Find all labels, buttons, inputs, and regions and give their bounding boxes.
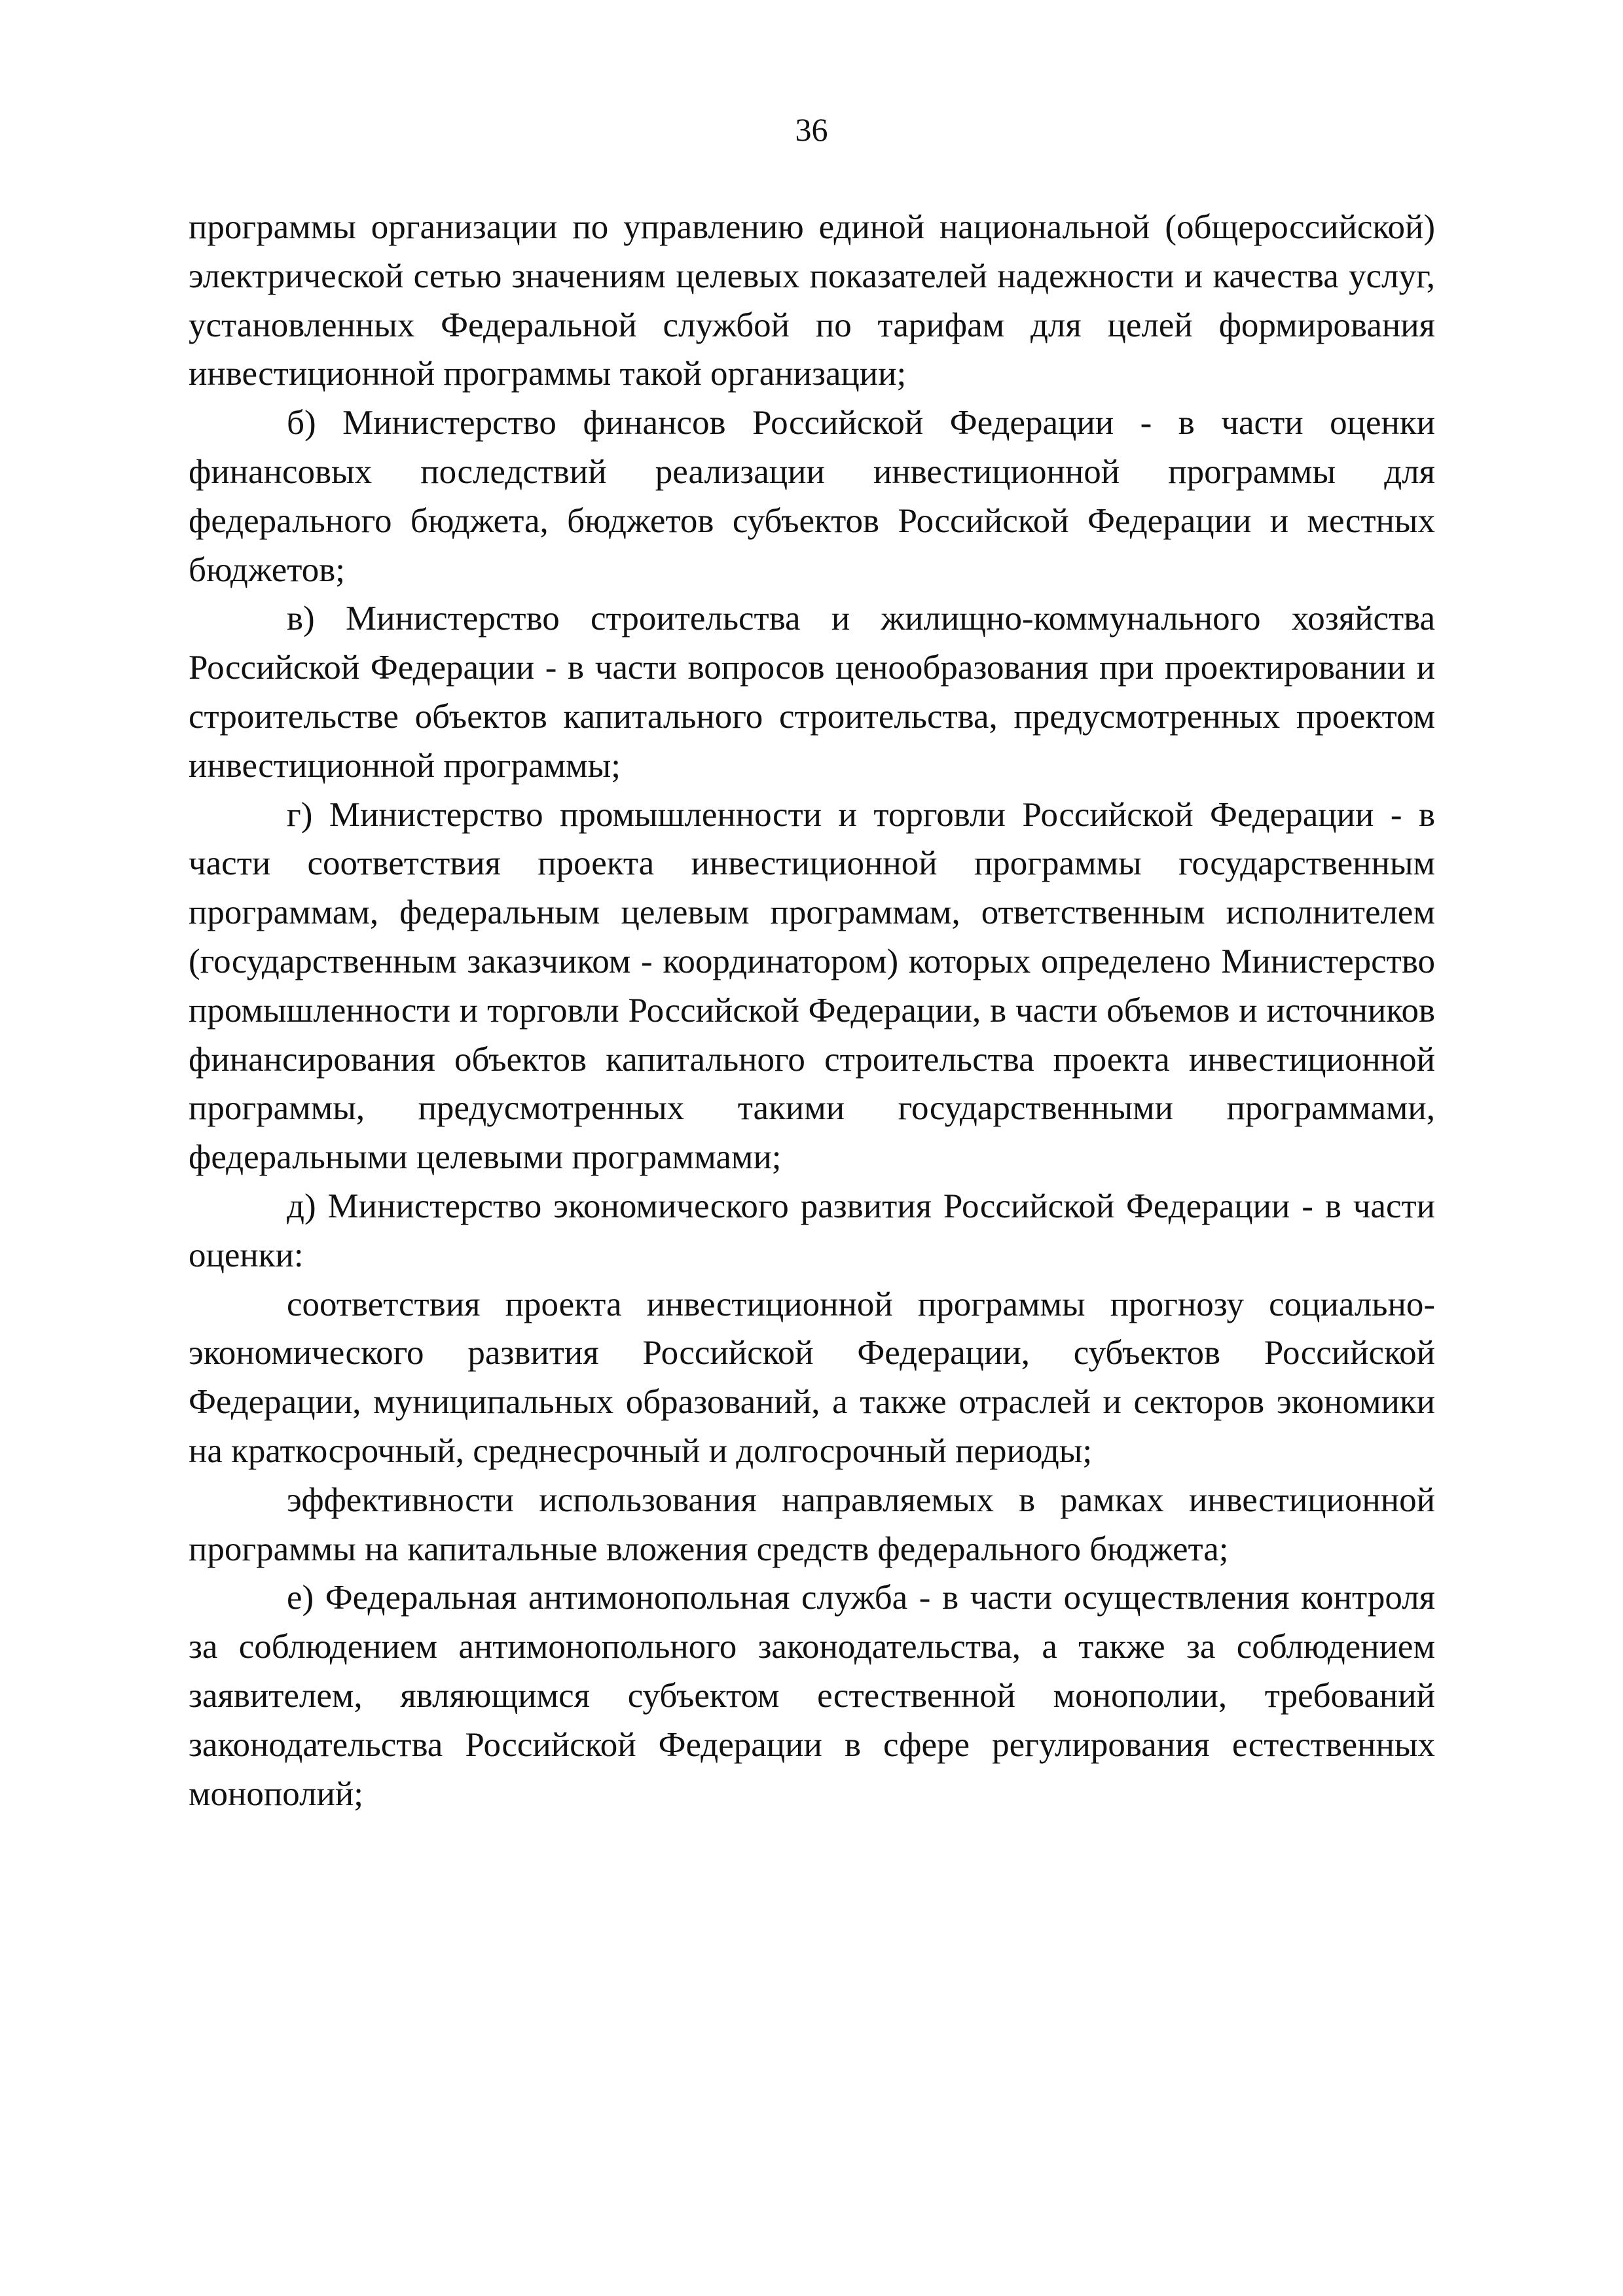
paragraph-item-d-sub-1: соответствия проекта инвестиционной программы прогнозу социально-экономического развития Российской Федерации, субъектов Российской Федерации, муниципальных образований, а также отраслей и секторов экономики на краткосрочный, среднесрочный и долгосрочный периоды; [189,1285,1435,1470]
paragraph-item-d-sub-2: эффективности использования направляемых в рамках инвестиционной программы на капитальные вложения средств федерального бюджета; [189,1480,1435,1568]
paragraph-item-e: е) Федеральная антимонопольная служба - в части осуществления контроля за соблюдением антимонопольного законодательства, а также за соблюдением заявителем, являющимся субъектом естественной монополии, требований законодательства Российской Федерации в сфере регулирования естественных монополий; [189,1579,1435,1813]
paragraph-continuation: программы организации по управлению единой национальной (общероссийской) электрической сетью значениям целевых показателей надежности и качества услуг, установленных Федеральной службой по тарифам для целей формирования инвестиционной программы такой организации; [189,208,1435,393]
paragraph-item-d: д) Министерство экономического развития Российской Федерации - в части оценки: [189,1187,1435,1274]
page-number: 36 [795,111,828,148]
paragraph-item-v: в) Министерство строительства и жилищно-коммунального хозяйства Российской Федерации - в части вопросов ценообразования при проектировании и строительстве объектов капитального строительства, предусмотренных проектом инвестиционной программы; [189,600,1435,785]
paragraph-item-b: б) Министерство финансов Российской Федерации - в части оценки финансовых последствий реализации инвестиционной программы для федерального бюджета, бюджетов субъектов Российской Федерации и местных бюджетов; [189,404,1435,589]
paragraph-item-g: г) Министерство промышленности и торговли Российской Федерации - в части соответствия проекта инвестиционной программы государственным программам, федеральным целевым программам, ответственным исполнителем (государственным заказчиком - координатором) которых определено Министерство промышленности и торговли Российской Федерации, в части объемов и источников финансирования объектов капитального строительства проекта инвестиционной программы, предусмотренных такими государственными программами, федеральными целевыми программами; [189,795,1435,1177]
body-text [189,203,1435,1818]
